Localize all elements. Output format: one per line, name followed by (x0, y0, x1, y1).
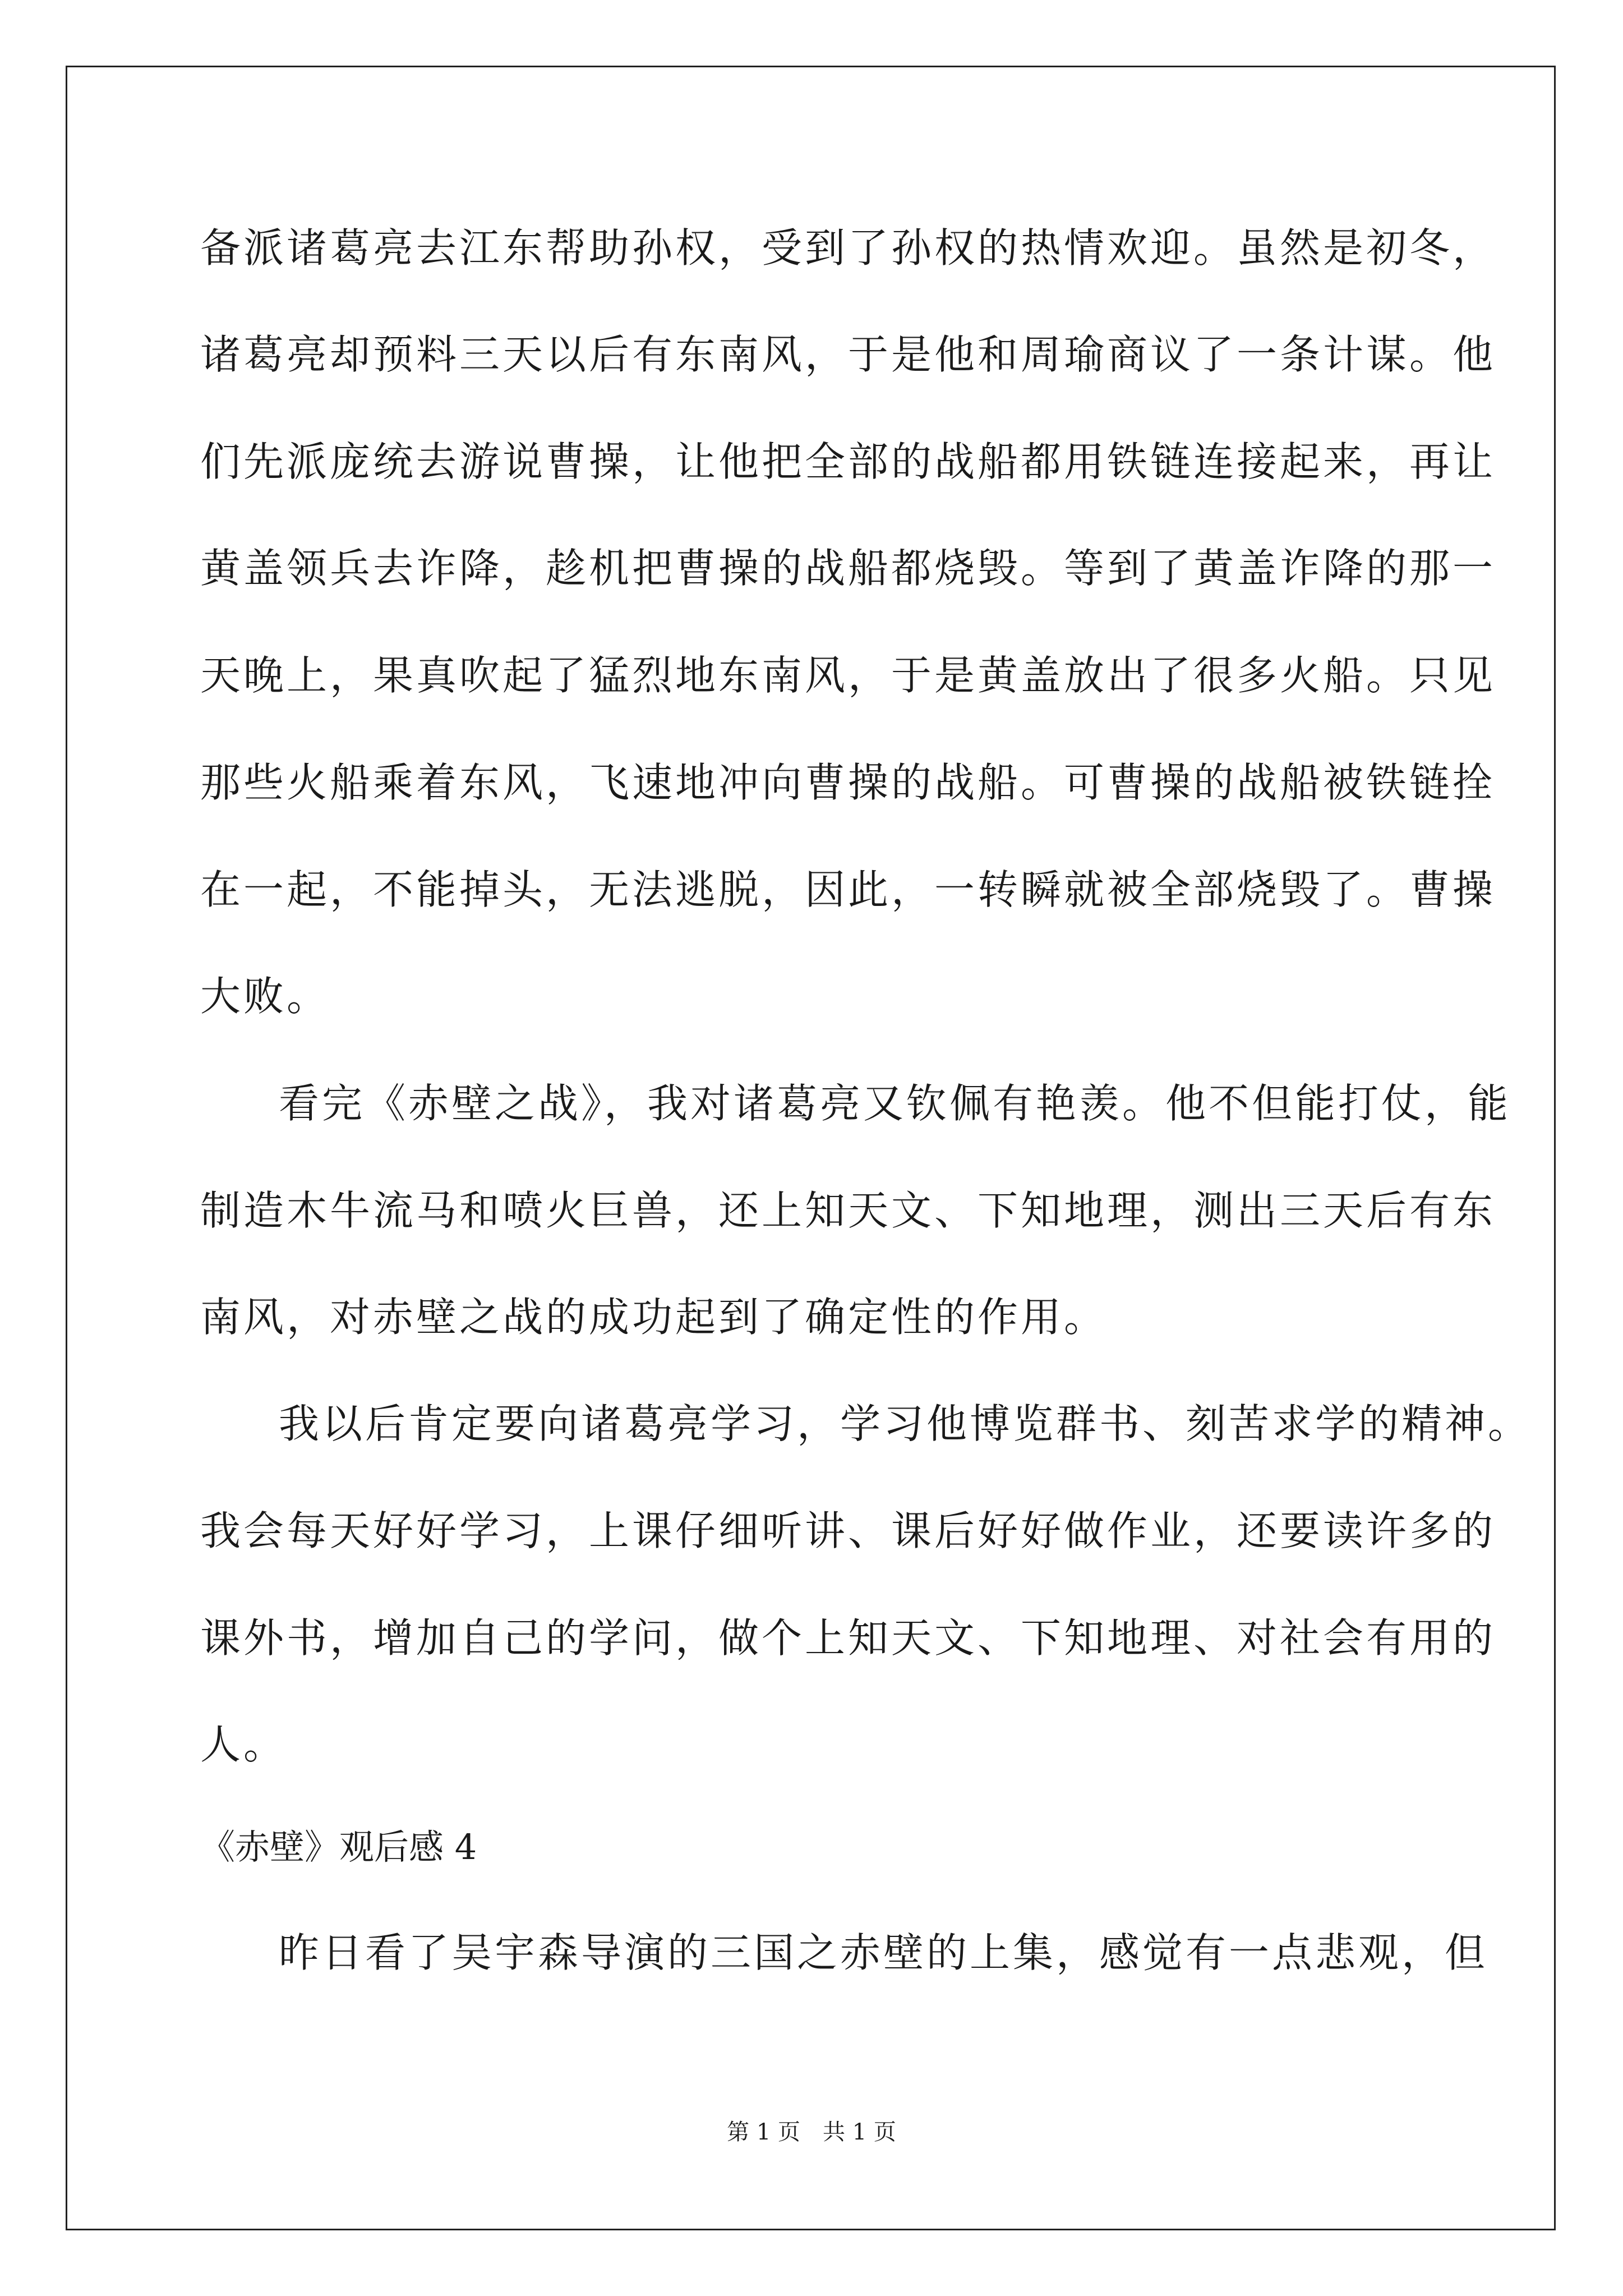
text-line: 大败。 (200, 973, 330, 1020)
text-line: 人。 (200, 1721, 287, 1768)
text-line: 天晚上，果真吹起了猛烈地东南风，于是黄盖放出了很多火船。只见 (200, 652, 1496, 699)
text-line: 在一起，不能掉头，无法逃脱，因此，一转瞬就被全部烧毁了。曹操 (200, 866, 1496, 913)
paragraph-first-line: 我以后肯定要向诸葛亮学习，学习他博览群书、刻苦求学的精神。 (279, 1400, 1532, 1447)
section-heading: 《赤壁》观后感 4 (200, 1826, 477, 1867)
text-line: 备派诸葛亮去江东帮助孙权，受到了孙权的热情欢迎。虽然是初冬， (200, 224, 1496, 272)
paragraph-first-line: 看完《赤壁之战》，我对诸葛亮又钦佩有艳羡。他不但能打仗，能 (279, 1080, 1511, 1127)
text-line: 诸葛亮却预料三天以后有东南风，于是他和周瑜商议了一条计谋。他 (200, 331, 1496, 378)
text-line: 制造木牛流马和喷火巨兽，还上知天文、下知地理，测出三天后有东 (200, 1187, 1496, 1234)
page-number: 第 1 页 共 1 页 (727, 2119, 896, 2145)
text-line: 我会每天好好学习，上课仔细听讲、课后好好做作业，还要读许多的 (200, 1507, 1496, 1554)
text-line: 课外书，增加自己的学问，做个上知天文、下知地理、对社会有用的 (200, 1614, 1496, 1662)
paragraph-first-line: 昨日看了吴宇森导演的三国之赤壁的上集，感觉有一点悲观，但 (279, 1929, 1488, 1976)
page-border (66, 66, 1556, 2230)
text-line: 黄盖领兵去诈降，趁机把曹操的战船都烧毁。等到了黄盖诈降的那一 (200, 545, 1496, 592)
text-line: 那些火船乘着东风，飞速地冲向曹操的战船。可曹操的战船被铁链拴 (200, 759, 1496, 806)
text-line: 们先派庞统去游说曹操，让他把全部的战船都用铁链连接起来，再让 (200, 438, 1496, 485)
text-line: 南风，对赤壁之战的成功起到了确定性的作用。 (200, 1294, 1108, 1341)
